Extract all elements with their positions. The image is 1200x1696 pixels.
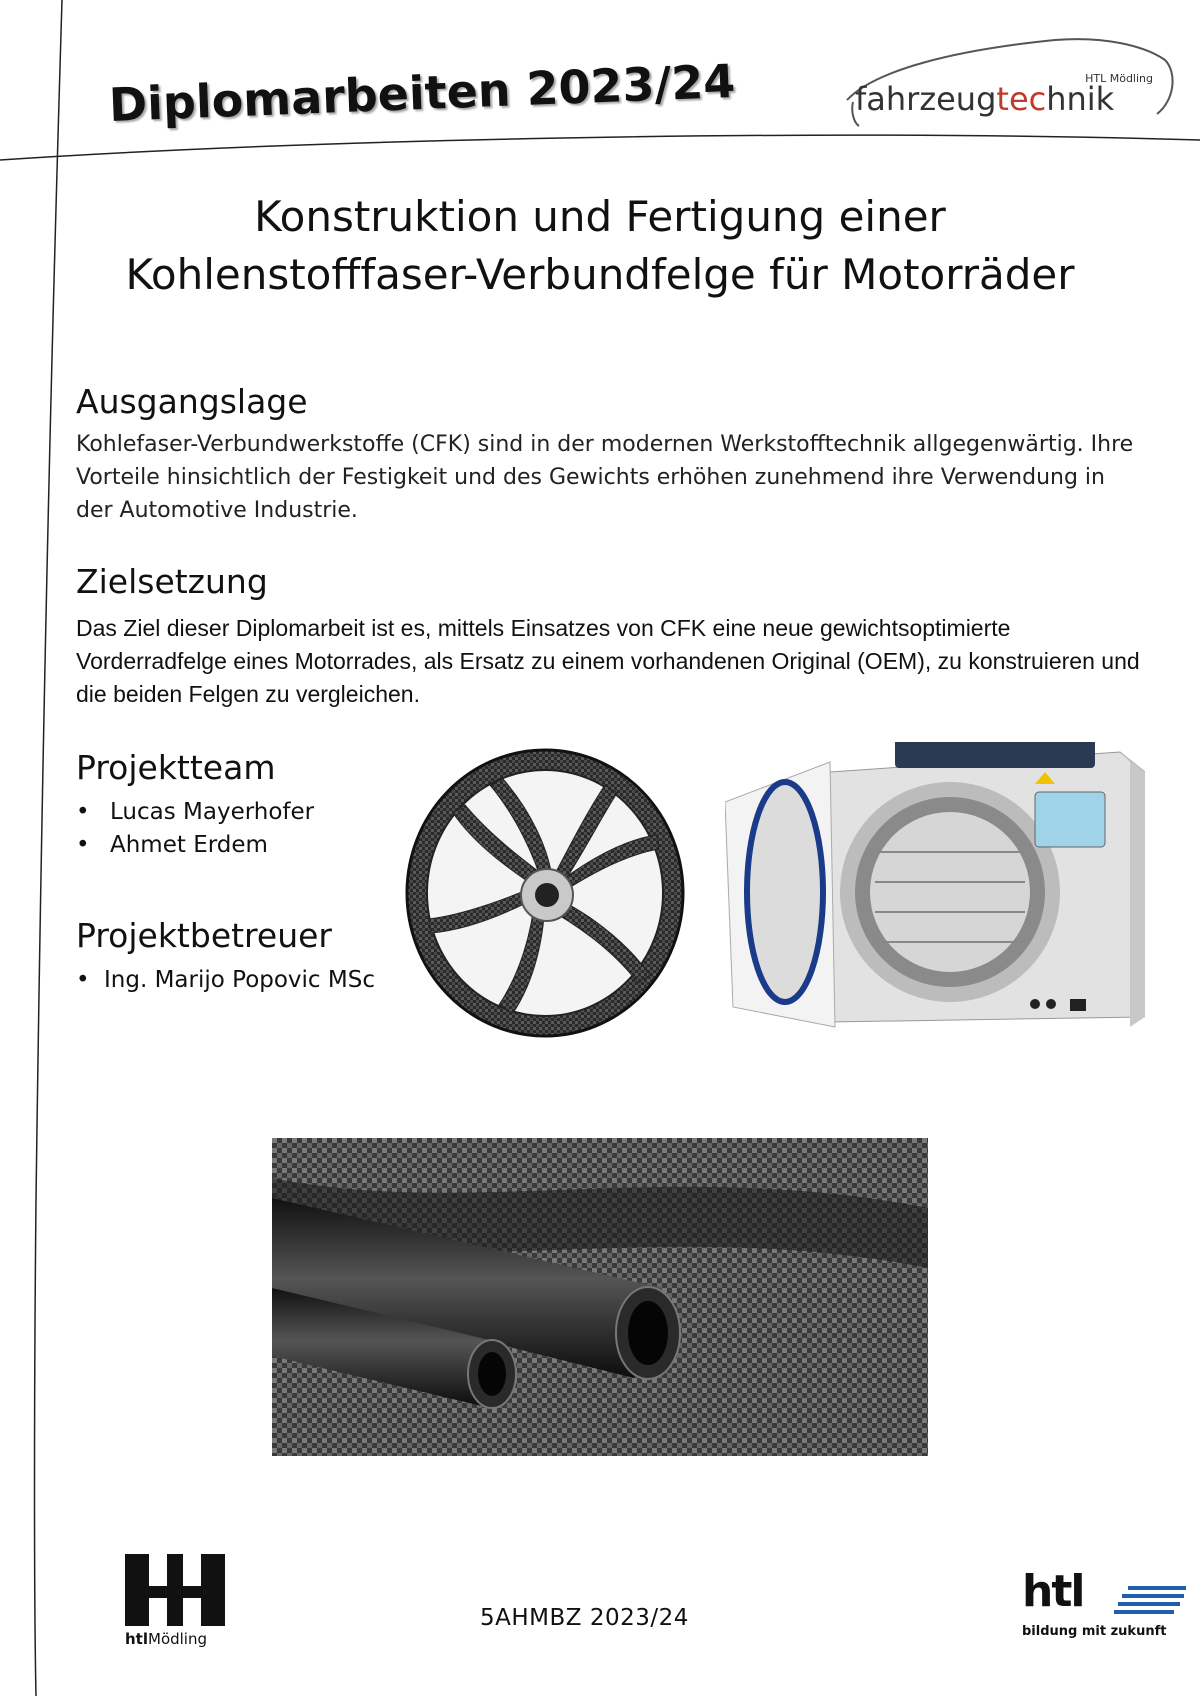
autoclave-image: [725, 742, 1145, 1042]
main-title-line-2: Kohlenstofffaser-Verbundfelge für Motorräder: [125, 250, 1075, 299]
logo-word-3: hnik: [1046, 80, 1115, 118]
zielsetzung-text: Das Ziel dieser Diplomarbeit ist es, mittels Einsatzes von CFK eine neue gewichtsoptimierte Vorderradfelge eines Motorrades, als Ersatz zu einem vorhandenen Original (OEM), zu konstruieren und die beiden Felgen zu vergleichen.: [76, 615, 1140, 707]
projektteam-list: [76, 796, 314, 862]
htl-tagline: bildung mit zukunft: [1022, 1624, 1167, 1639]
frame-left-curve: [35, 0, 63, 1696]
main-title: [60, 188, 1140, 304]
logo-wordmark: [855, 80, 1114, 118]
caption-bold: htl: [125, 1630, 148, 1648]
logo-small-text: HTL Mödling: [1085, 72, 1153, 85]
htl-bildung-logo: [1022, 1566, 1182, 1646]
projektbetreuer-list: [76, 964, 375, 997]
htl-wordmark: htl: [1022, 1566, 1084, 1617]
fahrzeugtechnik-logo: [835, 30, 1175, 130]
header-title: Diplomarbeiten 2023/24: [108, 53, 737, 132]
logo-word-1: fahrzeug: [855, 80, 997, 118]
carbon-wheel-image: [395, 745, 685, 1040]
projektbetreuer-heading: Projektbetreuer: [76, 916, 332, 955]
speed-lines-icon: [1114, 1580, 1194, 1620]
zielsetzung-heading: Zielsetzung: [76, 562, 268, 601]
htl-moedling-caption: [125, 1630, 207, 1648]
ausgangslage-text: Kohlefaser-Verbundwerkstoffe (CFK) sind in der modernen Werkstofftechnik allgegenwärtig. Ihre Vorteile hinsichtlich der Festigkeit und des Gewichts erhöhen zunehmend ihre Verwendung in der Automotive Industrie.: [76, 432, 1134, 523]
ausgangslage-heading: Ausgangslage: [76, 382, 308, 421]
projektteam-heading: Projektteam: [76, 748, 276, 787]
list-item: • Lucas Mayerhofer: [76, 796, 314, 829]
list-item: • Ahmet Erdem: [76, 829, 314, 862]
logo-word-2: tec: [996, 80, 1047, 118]
htl-moedling-logo: [125, 1548, 235, 1648]
list-item: • Ing. Marijo Popovic MSc: [76, 964, 375, 997]
htl-moedling-logo-mark: [125, 1548, 225, 1628]
carbon-fiber-image: [272, 1138, 928, 1456]
caption-rest: Mödling: [148, 1630, 208, 1648]
class-code: 5AHMBZ 2023/24: [480, 1605, 689, 1631]
main-title-line-1: Konstruktion und Fertigung einer: [254, 192, 946, 241]
frame-top-curve: [0, 135, 1200, 160]
